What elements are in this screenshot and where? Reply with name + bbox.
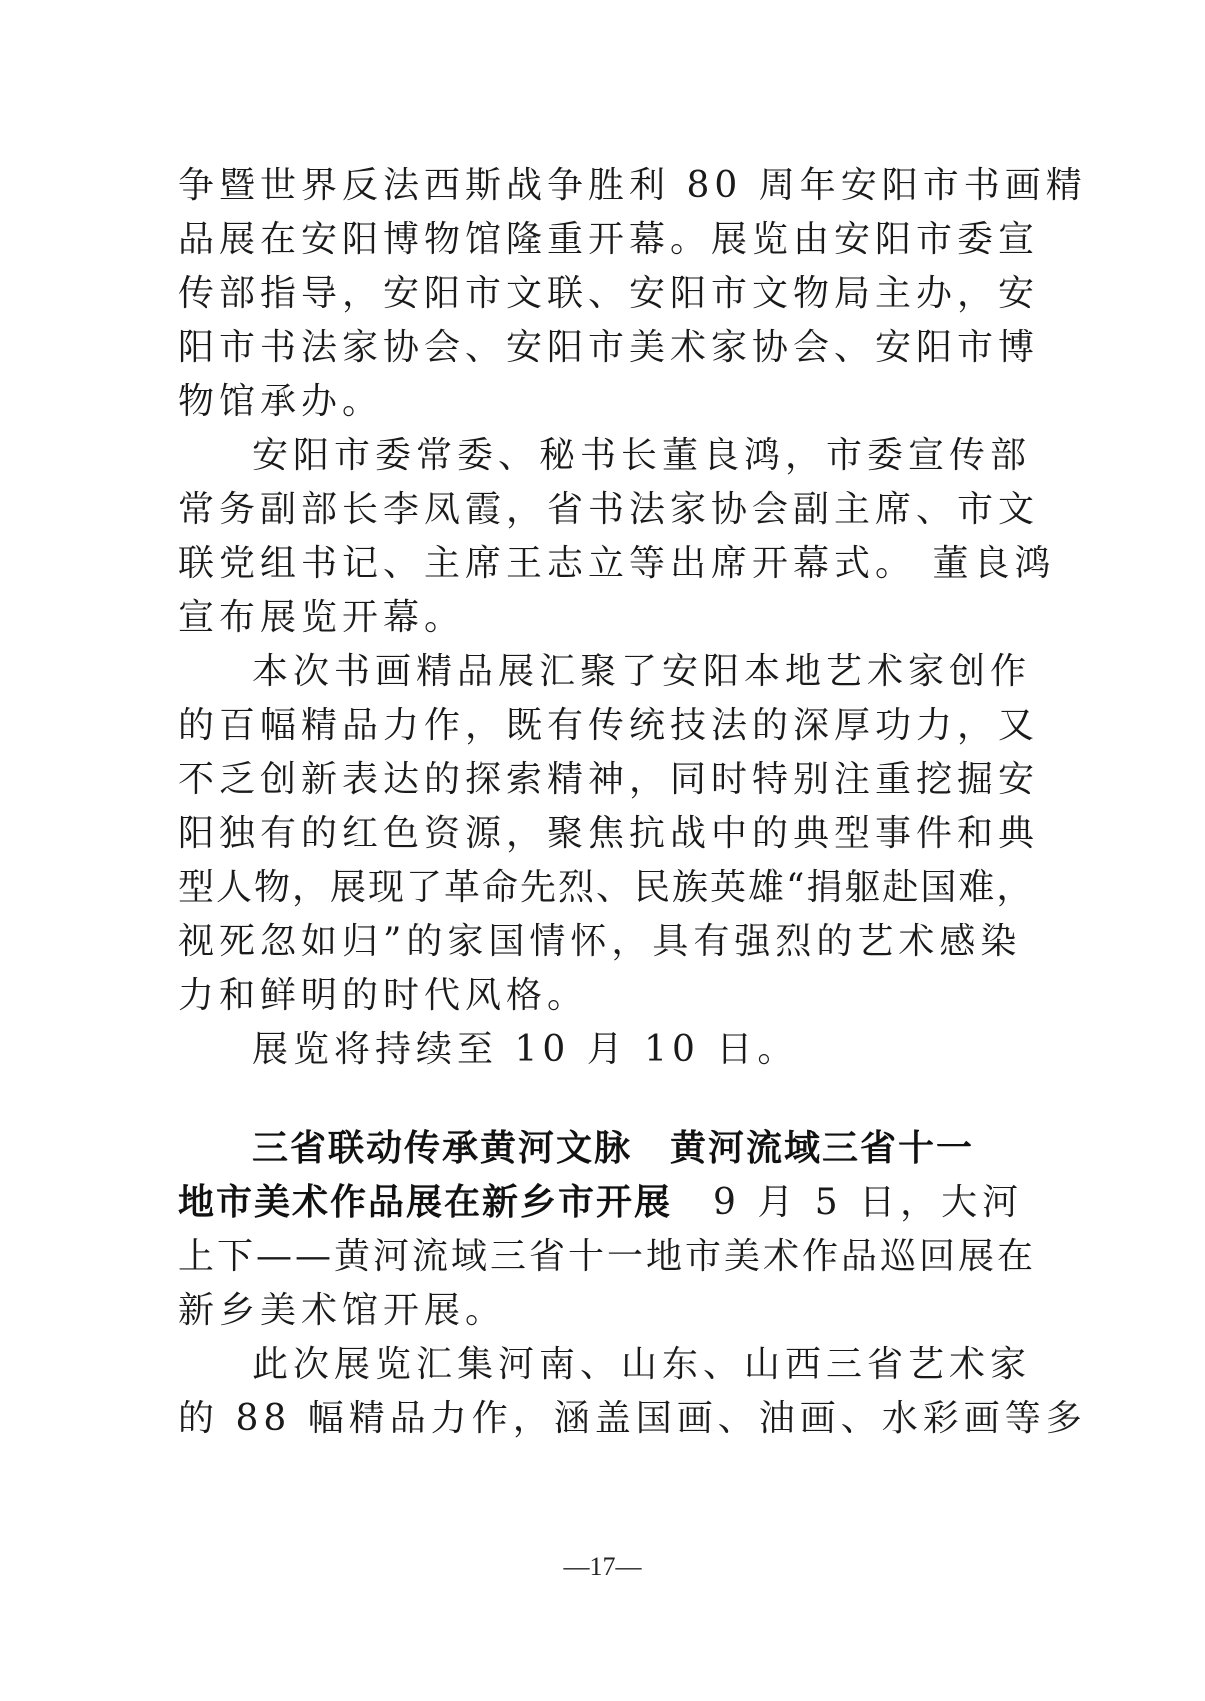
text-line: 力和鲜明的时代风格。 [178, 975, 589, 1016]
text-line: 上下——黄河流域三省十一地市美术作品巡回展在 [178, 1236, 1037, 1277]
text-line: 阳独有的红色资源，聚焦抗战中的典型事件和典 [178, 813, 1040, 854]
text-line: 视死忽如归”的家国情怀，具有强烈的艺术感染 [178, 921, 1022, 962]
text-line: 不乏创新表达的探索精神，同时特别注重挖掘安 [178, 759, 1040, 800]
text-line: 阳市书法家协会、安阳市美术家协会、安阳市博 [178, 327, 1040, 368]
text-line: 常务副部长李凤霞，省书法家协会副主席、市文 [178, 489, 1040, 530]
text-line: 宣布展览开幕。 [178, 597, 466, 638]
text-line: 新乡美术馆开展。 [178, 1290, 507, 1331]
text-run: 9 月 5 日，大河 [672, 1182, 1024, 1223]
text-line: 安阳市委常委、秘书长董良鸿，市委宣传部 [252, 435, 1032, 476]
text-line: 此次展览汇集河南、山东、山西三省艺术家 [252, 1344, 1032, 1385]
text-line: 物馆承办。 [178, 381, 384, 422]
section-heading-continued: 地市美术作品展在新乡市开展 [178, 1182, 673, 1223]
page-number: —17— [563, 1552, 642, 1581]
text-line: 本次书画精品展汇聚了安阳本地艺术家创作 [252, 651, 1032, 692]
text-line: 品展在安阳博物馆隆重开幕。展览由安阳市委宣 [178, 219, 1040, 260]
text-line: 的 88 幅精品力作，涵盖国画、油画、水彩画等多 [178, 1398, 1087, 1439]
section-heading-line2 [178, 1179, 1028, 1227]
section-heading: 三省联动传承黄河文脉 黄河流域三省十一 [252, 1128, 975, 1169]
text-line: 联党组书记、主席王志立等出席开幕式。 董良鸿 [178, 543, 1056, 584]
text-line: 的百幅精品力作，既有传统技法的深厚功力，又 [178, 705, 1040, 746]
text-line: 型人物，展现了革命先烈、民族英雄“捐躯赴国难， [178, 867, 1035, 908]
text-line: 传部指导，安阳市文联、安阳市文物局主办，安 [178, 273, 1040, 314]
text-line: 争暨世界反法西斯战争胜利 80 周年安阳市书画精 [178, 165, 1087, 206]
text-line: 展览将持续至 10 月 10 日。 [252, 1029, 799, 1070]
